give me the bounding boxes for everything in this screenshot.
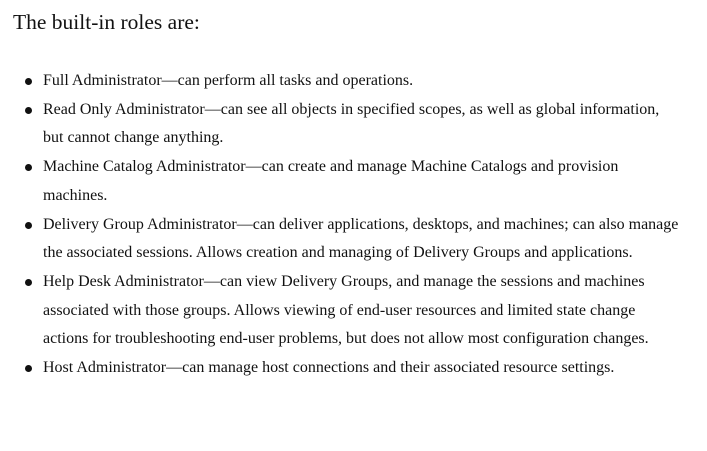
role-description: Full Administrator—can perform all tasks and operations.	[43, 72, 414, 89]
page-heading: The built-in roles are:	[13, 10, 200, 34]
bullet-icon	[25, 222, 32, 229]
bullet-icon	[25, 164, 32, 171]
list-item-read-only-administrator	[0, 96, 680, 153]
role-description: Help Desk Administrator—can view Delivery Groups, and manage the sessions and machines associated with those groups. Allows viewing of end-user resources and limited state change actions for troubleshooting end-user problems, but does not allow most configuration changes.	[43, 272, 649, 348]
list-item-machine-catalog-administrator	[0, 153, 680, 210]
role-description: Read Only Administrator—can see all objects in specified scopes, as well as global information, but cannot change anything.	[43, 100, 660, 147]
list-item-delivery-group-administrator	[0, 211, 680, 268]
bullet-icon	[25, 365, 32, 372]
role-description: Machine Catalog Administrator—can create and manage Machine Catalogs and provision machines.	[43, 158, 619, 204]
list-item-host-administrator	[0, 354, 680, 383]
roles-list	[0, 67, 680, 383]
bullet-icon	[25, 279, 32, 286]
bullet-icon	[25, 78, 32, 85]
bullet-icon	[25, 107, 32, 114]
list-item-help-desk-administrator	[0, 268, 680, 354]
role-description: Delivery Group Administrator—can deliver applications, desktops, and machines; can also manage the associated sessions. Allows creation and managing of Delivery Groups and applications.	[43, 215, 679, 262]
list-item-full-administrator	[0, 67, 680, 96]
role-description: Host Administrator—can manage host connections and their associated resource settings.	[43, 359, 615, 377]
